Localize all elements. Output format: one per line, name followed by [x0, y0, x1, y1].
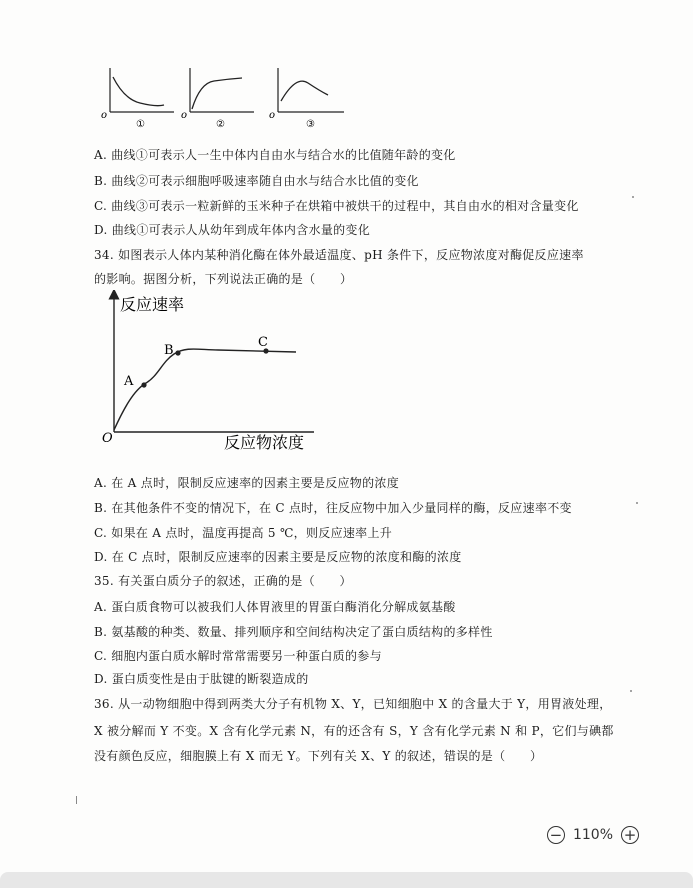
chart-origin: O: [102, 431, 113, 446]
q35-option-b: B. 氨基酸的种类、数量、排列顺序和空间结构决定了蛋白质结构的多样性: [94, 625, 493, 639]
scan-speck: [636, 502, 638, 504]
rate-vs-concentration-chart: [100, 290, 340, 460]
q35-option-c: C. 细胞内蛋白质水解时常常需要另一种蛋白质的参与: [94, 649, 382, 663]
mini-chart-2: [180, 65, 260, 130]
point-b-marker: [175, 350, 180, 355]
mini-chart-2-origin: o: [181, 110, 188, 121]
q34-option-a: A. 在 A 点时，限制反应速率的因素主要是反应物的浓度: [94, 476, 399, 490]
q36-line2: X 被分解而 Y 不变。X 含有化学元素 N，有的还含有 S，Y 含有化学元素 N 和 P，它们与碘都: [94, 724, 614, 738]
chart-ylabel: 反应速率: [120, 295, 185, 314]
q34-option-d: D. 在 C 点时，限制反应速率的因素主要是反应物的浓度和酶的浓度: [94, 550, 462, 564]
zoom-controls: [547, 826, 639, 844]
point-c-label: C: [258, 335, 268, 350]
point-a-marker: [141, 382, 146, 387]
mini-chart-1-label: ①: [136, 119, 145, 130]
horizontal-scrollbar[interactable]: [0, 872, 693, 888]
zoom-out-button[interactable]: −: [547, 826, 565, 844]
mini-chart-1-origin: o: [101, 110, 108, 121]
q34-stem-line2: 的影响。据图分析，下列说法正确的是（ ）: [94, 272, 353, 286]
mini-chart-2-label: ②: [216, 119, 225, 130]
zoom-in-button[interactable]: +: [621, 826, 639, 844]
chart-xlabel: 反应物浓度: [224, 433, 305, 452]
mini-chart-3-origin: o: [269, 110, 276, 121]
mini-chart-1: [100, 65, 180, 130]
q36-line1: 36. 从一动物细胞中得到两类大分子有机物 X、Y，已知细胞中 X 的含量大于 Y，用胃液处理，: [94, 697, 612, 711]
q36-line3: 没有颜色反应，细胞膜上有 X 而无 Y。下列有关 X、Y 的叙述，错误的是（ ）: [94, 749, 543, 763]
q34-option-c: C. 如果在 A 点时，温度再提高 5 ℃，则反应速率上升: [94, 526, 393, 540]
scan-speck: [630, 690, 632, 692]
rate-curve: [114, 349, 296, 430]
mini-chart-3: [268, 65, 350, 130]
q33-option-b: B. 曲线②可表示细胞呼吸速率随自由水与结合水比值的变化: [94, 174, 419, 188]
q34-option-b: B. 在其他条件不变的情况下，在 C 点时，往反应物中加入少量同样的酶，反应速率不变: [94, 501, 572, 515]
mini-chart-3-label: ③: [306, 119, 315, 130]
zoom-level: 110%: [572, 827, 613, 843]
q35-stem: 35. 有关蛋白质分子的叙述，正确的是（ ）: [94, 574, 352, 588]
scan-speck: [76, 796, 77, 804]
q33-option-d: D. 曲线①可表示人从幼年到成年体内含水量的变化: [94, 223, 371, 237]
scan-speck: [632, 196, 634, 198]
q33-option-a: A. 曲线①可表示人一生中体内自由水与结合水的比值随年龄的变化: [94, 148, 456, 162]
q35-option-d: D. 蛋白质变性是由于肽键的断裂造成的: [94, 672, 309, 686]
q33-option-c: C. 曲线③可表示一粒新鲜的玉米种子在烘箱中被烘干的过程中，其自由水的相对含量变化: [94, 199, 579, 213]
q35-option-a: A. 蛋白质食物可以被我们人体胃液里的胃蛋白酶消化分解成氨基酸: [94, 600, 456, 614]
q34-stem-line1: 34. 如图表示人体内某种消化酶在体外最适温度、pH 条件下，反应物浓度对酶促反应速率: [94, 248, 584, 262]
point-b-label: B: [164, 343, 174, 358]
point-a-label: A: [124, 374, 134, 389]
